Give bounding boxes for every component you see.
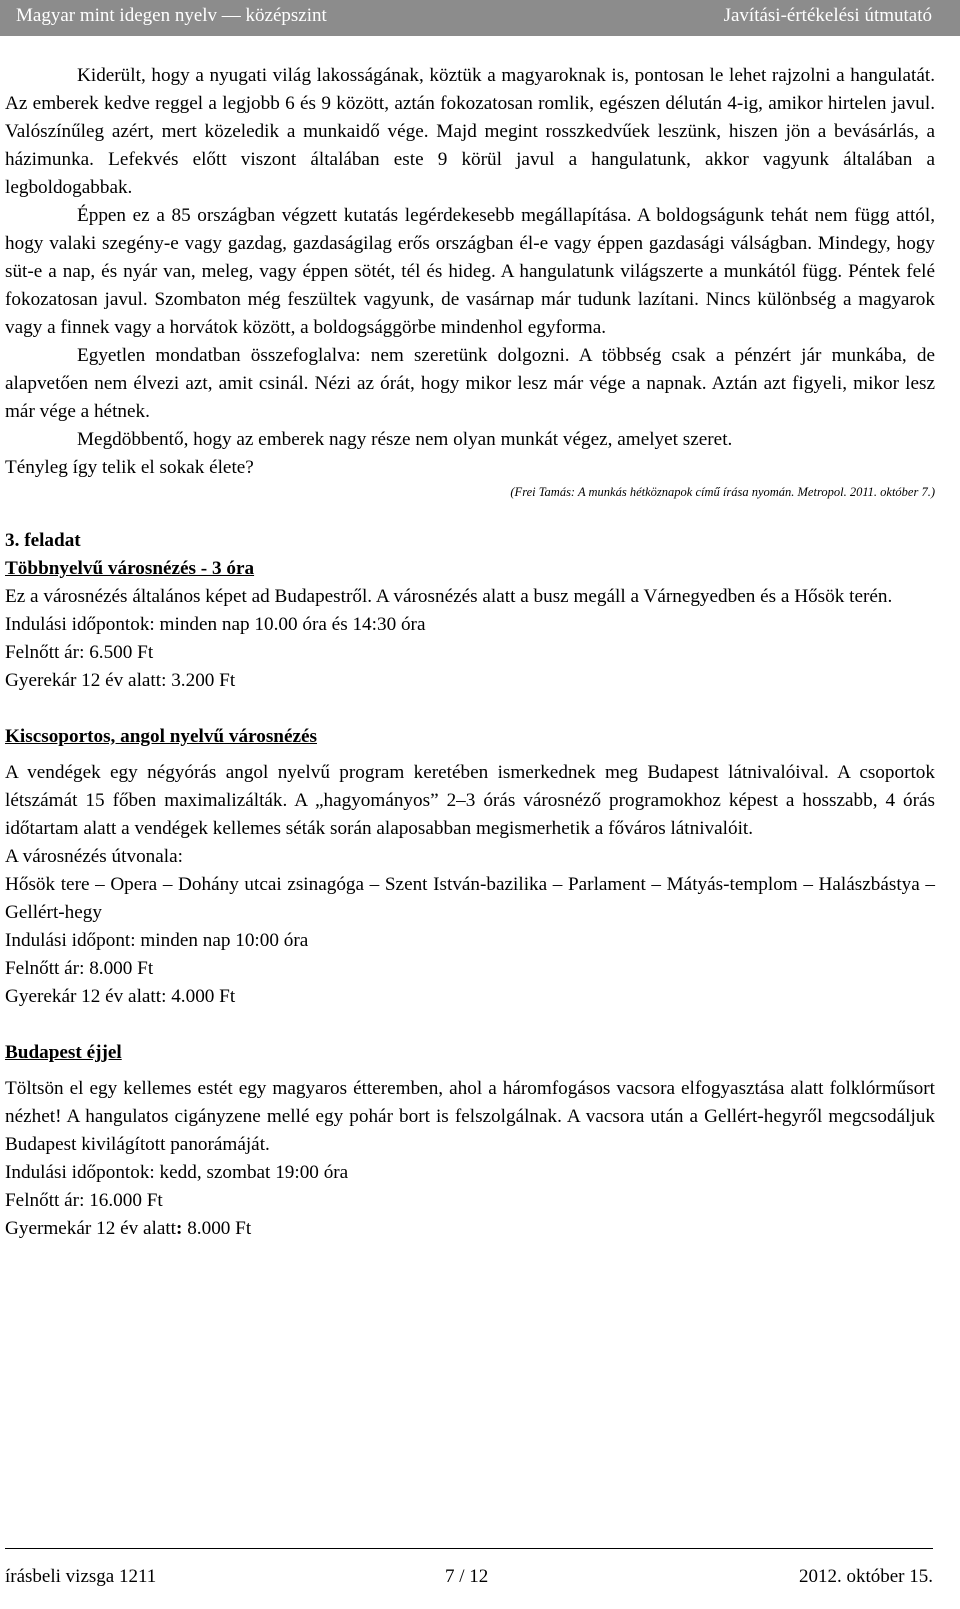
tour-departure: Indulási időpontok: minden nap 10.00 óra és 14:30 óra (5, 614, 426, 635)
task-title: Többnyelvű városnézés - 3 óra (5, 558, 255, 579)
tour-child-price: Gyerekár 12 év alatt: 3.200 Ft (5, 670, 236, 691)
footer-left: írásbeli vizsga 1211 (5, 1566, 157, 1587)
paragraph: Éppen ez a 85 országban végzett kutatás legérdekesebb megállapítása. A boldogságunk tehát nem függ attól, hogy valaki szegény-e vagy gazdag, gazdaságilag erős országban él-e vagy éppen gazdasági válságban. Mindegy, hogy süt-e a nap, és nyár van, meleg, vagy éppen sötét, tél és hideg. A hangulatunk világszerte a munkától függ. Péntek felé fokozatosan javul. Szombaton még feszültek vagyunk, de vasárnap már tudunk lazítani. Nincs különbség a magyarok vagy a finnek vagy a horvátok között, a boldogsággörbe mindenhol egyforma. (5, 205, 935, 338)
paragraph: Kiderült, hogy a nyugati világ lakosságának, köztük a magyaroknak is, pontosan le lehet rajzolni a hangulatát. Az emberek kedve reggel a legjobb 6 és 9 között, aztán fokozatosan romlik, egészen délután 4-ig, amikor hirtelen javul. Valószínűleg azért, mert közeledik a munkaidő vége. Majd megint rosszkedvűek leszünk, hiszen jön a bevásárlás, a házimunka. Lefekvés előtt viszont általában este 9 körül javul a hangulatunk, akkor vagyunk általában a legboldogabbak. (5, 65, 935, 198)
header-right: Javítási-értékelési útmutató (723, 5, 932, 26)
page-header (0, 0, 960, 36)
section-adult-price: Felnőtt ár: 8.000 Ft (5, 958, 154, 979)
footer-page-number: 7 / 12 (445, 1566, 489, 1587)
route: Hősök tere – Opera – Dohány utcai zsinagóga – Szent István-bazilika – Parlament – Mátyás-templom – Halászbástya – Gellért-hegy (5, 874, 935, 923)
section-child-price (5, 1215, 935, 1243)
header-left: Magyar mint idegen nyelv — középszint (16, 5, 327, 26)
footer-date: 2012. október 15. (798, 1566, 933, 1587)
task-number: 3. feladat (5, 530, 81, 551)
section-departure: Indulási időpont: minden nap 10:00 óra (5, 930, 309, 951)
paragraph-question (5, 454, 935, 482)
paragraph: Egyetlen mondatban összefoglalva: nem szeretünk dolgozni. A többség csak a pénzért jár munkába, de alapvetően nem élvezi azt, amit csinál. Nézi az órát, hogy mikor lesz már vége a napnak. Aztán azt figyeli, mikor lesz már vége a hétnek. (5, 345, 935, 422)
tour-adult-price: Felnőtt ár: 6.500 Ft (5, 642, 154, 663)
question-text: Tényleg így telik el sokak élete? (5, 457, 254, 478)
child-price-value: 8.000 Ft (182, 1218, 252, 1239)
footer-divider (5, 1548, 933, 1549)
section-departure: Indulási időpontok: kedd, szombat 19:00 óra (5, 1162, 349, 1183)
child-price-prefix: Gyermekár 12 év alatt (5, 1218, 177, 1239)
paragraph: Megdöbbentő, hogy az emberek nagy része nem olyan munkát végez, amelyet szeret. (77, 429, 733, 450)
citation: (Frei Tamás: A munkás hétköznapok című írása nyomán. Metropol. 2011. október 7.) (510, 485, 935, 499)
section-adult-price: Felnőtt ár: 16.000 Ft (5, 1190, 163, 1211)
tour-description: Ez a városnézés általános képet ad Budapestről. A városnézés alatt a busz megáll a Várnegyedben és a Hősök terén. (5, 586, 893, 607)
child-price-colon: : (176, 1218, 183, 1239)
section-child-price: Gyerekár 12 év alatt: 4.000 Ft (5, 986, 236, 1007)
section-description: Töltsön el egy kellemes estét egy magyaros étteremben, ahol a háromfogásos vacsora elfogyasztása alatt folklórműsort nézhet! A hangulatos cigányzene mellé egy pohár bort is felszolgálnak. A vacsora után a Gellért-hegyről megcsodáljuk Budapest kivilágított panorámáját. (5, 1078, 935, 1155)
page-content (5, 62, 935, 1243)
route-label: A városnézés útvonala: (5, 846, 183, 867)
section-description: A vendégek egy négyórás angol nyelvű program keretében ismerkednek meg Budapest látnivalóival. A csoportok létszámát 15 főben maximalizálták. A „hagyományos” 2–3 órás városnéző programokhoz képest a hosszabb, 4 órás időtartam alatt a vendégek kellemes séták során alaposabban megismerhetik a főváros látnivalóit. (5, 762, 935, 839)
section-title: Kiscsoportos, angol nyelvű városnézés (5, 726, 317, 747)
section-title: Budapest éjjel (5, 1042, 122, 1063)
